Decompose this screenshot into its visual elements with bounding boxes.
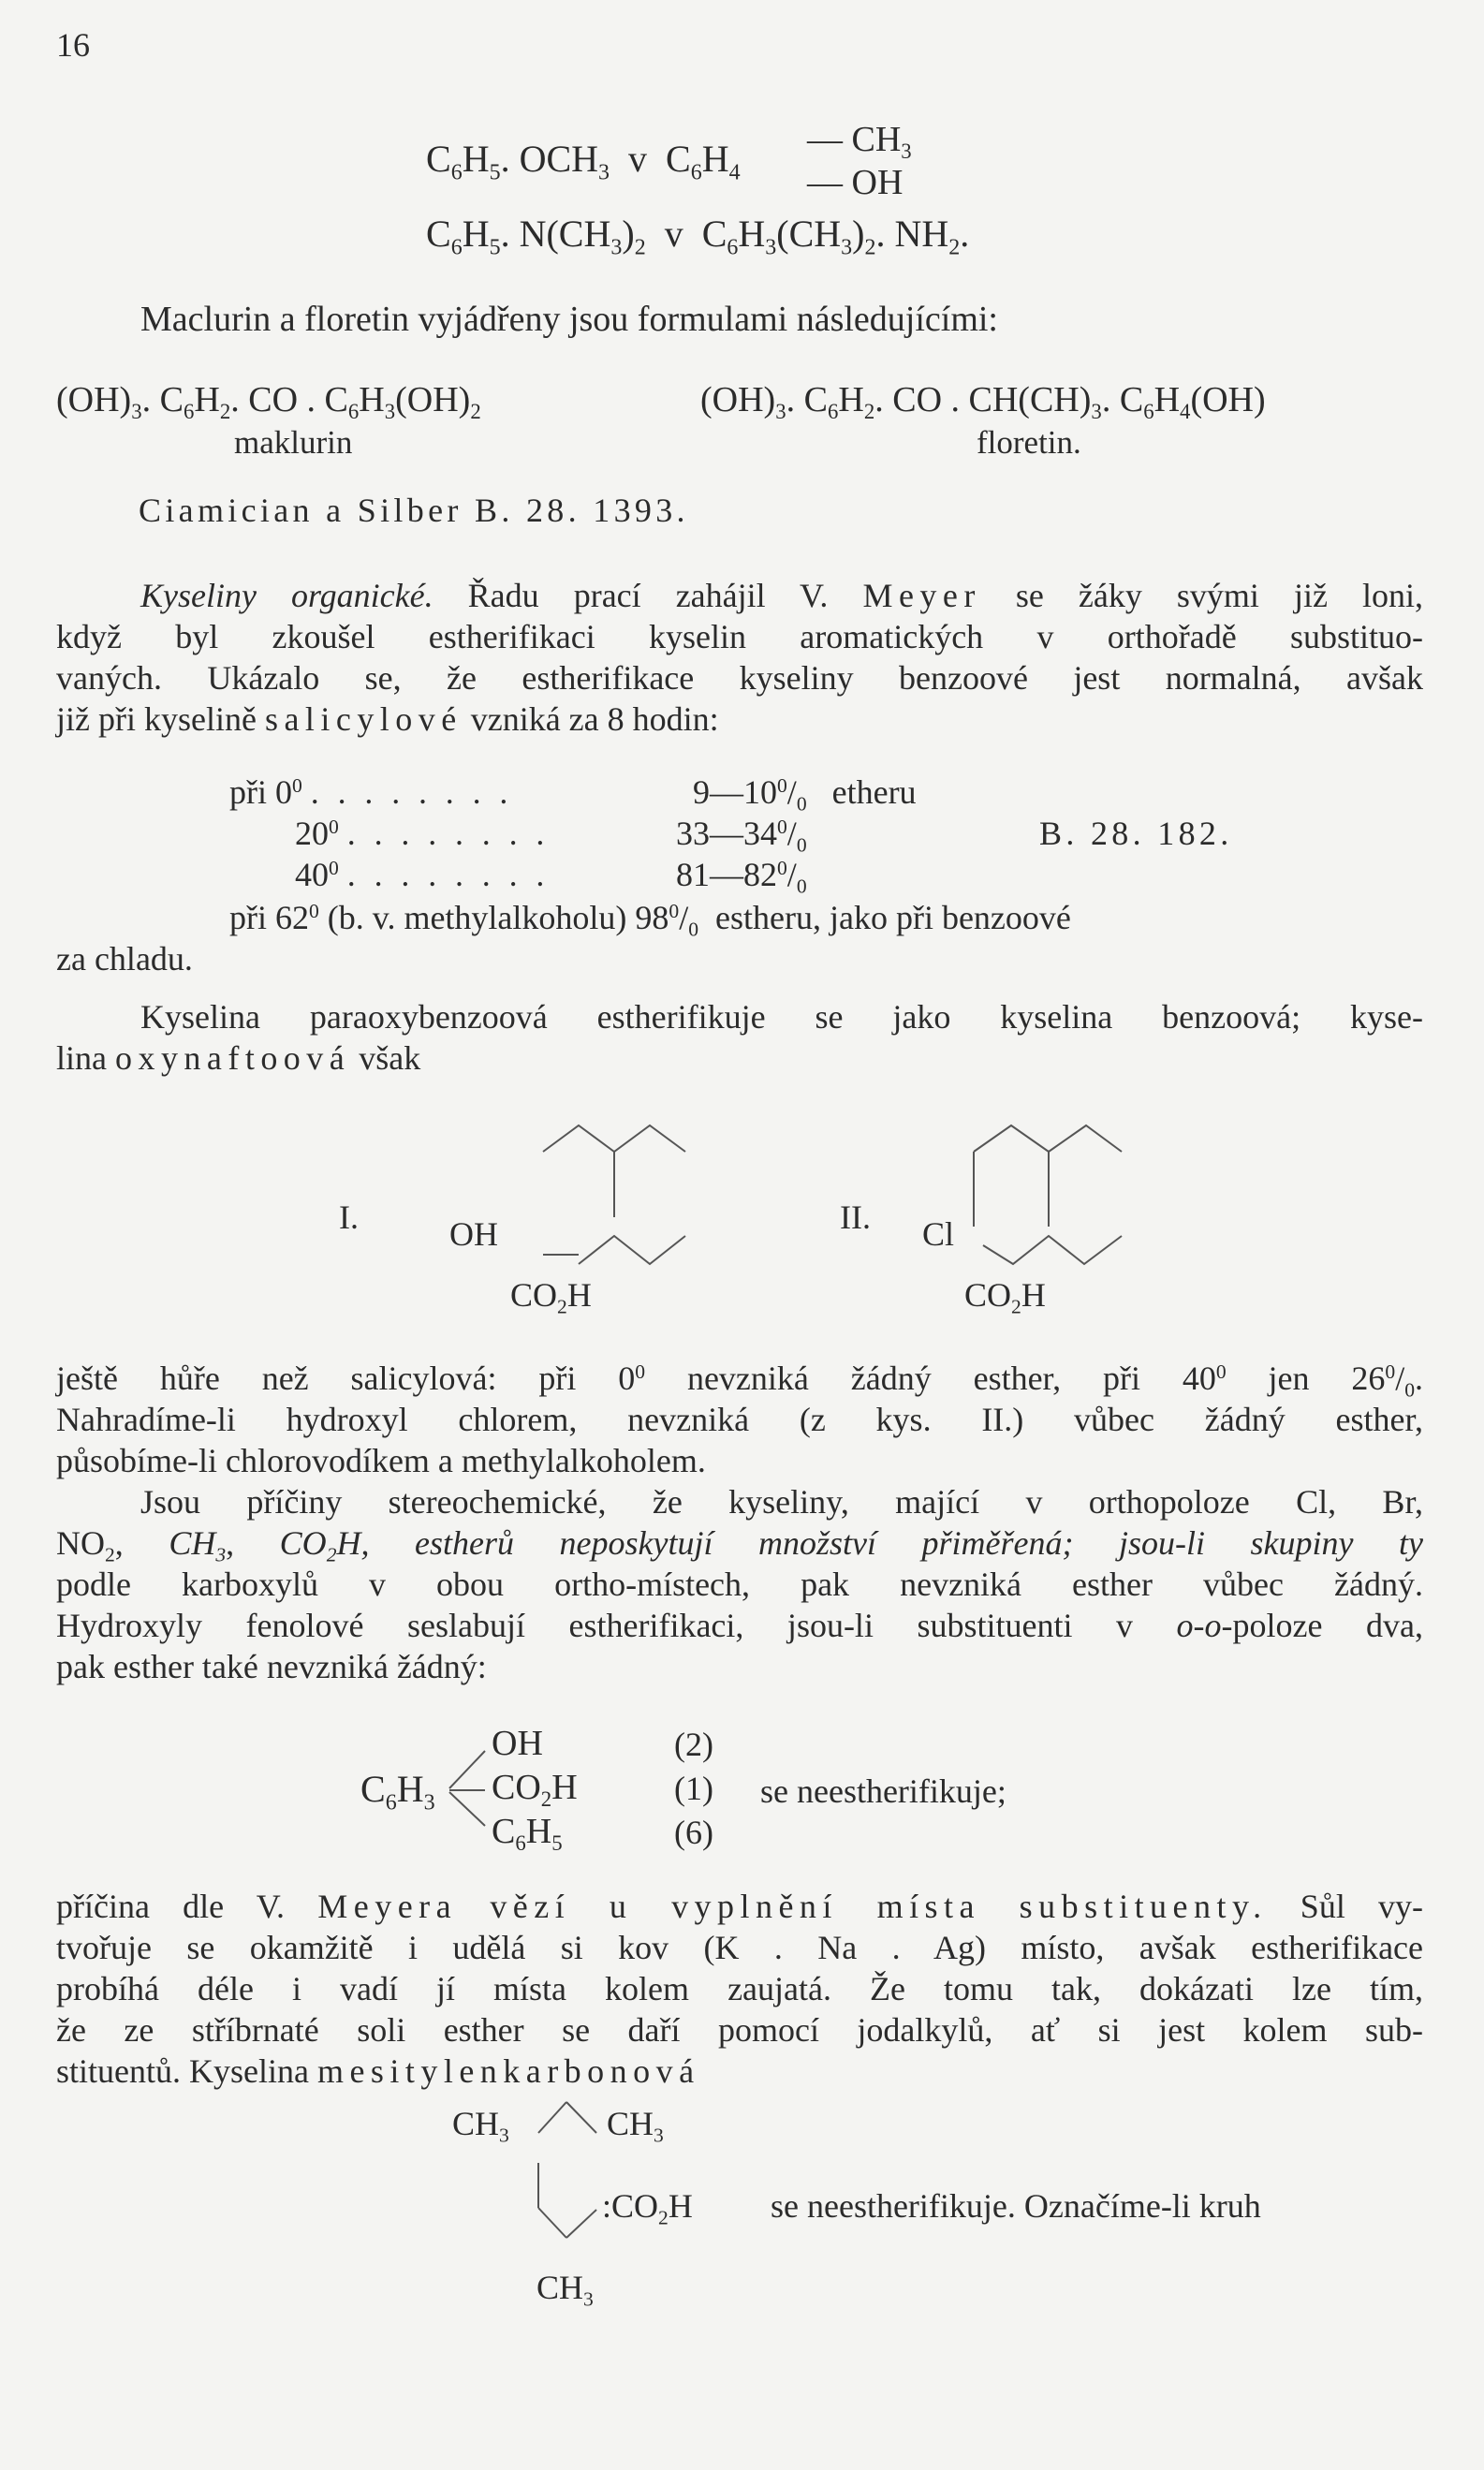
- mesitylene-carboxyl: $:CO_2H$: [602, 2187, 693, 2229]
- formula-sub: 2: [1011, 1295, 1021, 1318]
- formula-part: . N(CH: [500, 213, 611, 255]
- text-run: jen 26: [1268, 1360, 1386, 1397]
- formula-sub: 2: [219, 399, 231, 423]
- formula-part: C: [426, 138, 451, 180]
- paragraph-line: [56, 1886, 1423, 1927]
- formula-sub: 3: [384, 399, 396, 423]
- mesitylene-ring: [529, 2097, 613, 2257]
- formula-sub: 3: [598, 160, 610, 185]
- formula-sub: 3: [131, 399, 142, 423]
- paragraph-line: [56, 575, 1423, 616]
- text-run: ,: [114, 1524, 124, 1562]
- paragraph-line: [56, 2051, 1423, 2092]
- paragraph-line: Jsou příčiny stereochemické, že kyseliny, mající v orthopoloze Cl, Br,: [140, 1483, 1423, 1521]
- paragraph-line: Nahradíme-li hydroxyl chlorem, nevzniká (z kys. II.) vůbec žádný esther,: [56, 1401, 1423, 1438]
- formula-dimethylaniline-xylidine: [426, 213, 970, 260]
- formula-note: se neestherifikuje;: [760, 1772, 1006, 1810]
- page-number: 16: [56, 26, 90, 64]
- formula-sub: 3: [841, 235, 853, 260]
- formula-sub: 3: [423, 1790, 435, 1816]
- paragraph-line: když byl zkoušel estherifikaci kyselin aromatických v orthořadě substituo-: [56, 618, 1423, 655]
- formula-sub: 2: [948, 235, 961, 260]
- percent-mark: 0: [777, 857, 787, 880]
- text-run: stituentů. Kyselina: [56, 2052, 309, 2090]
- author-name: Meyer: [862, 577, 981, 614]
- compound-name: mesitylenkarbonová: [316, 2052, 700, 2090]
- table-value-2: $81—82^0/_0$: [676, 856, 807, 898]
- formula-sub: 6: [827, 399, 839, 423]
- paragraph-line: tvořuje se okamžitě i udělá si kov (K . Na . Ag) místo, avšak estherifikace: [56, 1929, 1423, 1966]
- formula-sub: 2: [864, 235, 876, 260]
- table-cell: 40: [295, 856, 329, 893]
- formula-part: — CH: [807, 120, 902, 159]
- formula-sub: 2: [863, 399, 875, 423]
- formula-sub: 6: [690, 160, 702, 185]
- formula-part: H: [1153, 380, 1181, 419]
- paragraph-line: [56, 1605, 1423, 1646]
- text-run: příčina dle V.: [56, 1888, 286, 1925]
- ring-top-edge: [543, 1125, 685, 1152]
- formula-sub: 4: [728, 160, 741, 185]
- degree-mark: 0: [329, 857, 339, 880]
- paragraph-line: ještě hůře než salicylová: při $0^0$ nevzniká žádný esther, při $40^0$ jen $26^0/_0$.: [56, 1360, 1424, 1402]
- ring-edge: [566, 2102, 596, 2133]
- degree-mark: 0: [1215, 1360, 1227, 1384]
- formula-part: H: [359, 380, 385, 419]
- formula-sub: 6: [347, 399, 360, 423]
- floretin-formula: [700, 380, 1266, 423]
- text-run: lina: [56, 1039, 107, 1077]
- table-cell: 81—82: [676, 856, 777, 893]
- percent-mark: 0: [777, 816, 787, 839]
- text-run: vězí u vyplnění místa substituenty.: [490, 1888, 1268, 1925]
- formula-part: ): [852, 213, 865, 255]
- formula-part: . OCH: [500, 138, 599, 180]
- formula-part: H: [194, 380, 220, 419]
- formula-sub: 6: [183, 399, 195, 423]
- paragraph-line: [56, 1522, 1423, 1564]
- formula-sub: 2: [658, 2206, 669, 2229]
- formula-part: H: [396, 1768, 424, 1810]
- formula-sub: 6: [450, 235, 463, 260]
- formula-part: CH: [536, 2269, 584, 2306]
- table-cell: 9—10: [693, 773, 777, 811]
- ring-bottom-edge: [983, 1236, 1122, 1264]
- floretin-label: floretin.: [977, 424, 1081, 461]
- leader-dots: . . . . . . . .: [346, 856, 550, 893]
- formula-part: . CO . CH(CH): [874, 380, 1092, 419]
- formula-part: CO: [964, 1276, 1012, 1314]
- formula-part: H: [551, 1768, 578, 1807]
- formula-part: H: [668, 2187, 693, 2225]
- formula-part: CO: [492, 1768, 541, 1807]
- paragraph-line: Kyselina paraoxybenzoová estherifikuje se jako kyselina benzoová; kyse-: [140, 998, 1423, 1036]
- formula-part: (CH: [776, 213, 842, 255]
- formula-part: . CO . C: [230, 380, 348, 419]
- formula-part: C: [360, 1768, 386, 1810]
- paragraph-line: působíme-li chlorovodíkem a methylalkoholem.: [56, 1442, 706, 1479]
- ring-bottom-edge: [579, 1236, 685, 1264]
- table-row-2: [295, 858, 550, 891]
- formula-sub: 3: [499, 2124, 509, 2147]
- maclurin-formula: [56, 380, 481, 423]
- table-row-4: za chladu.: [56, 940, 193, 978]
- degree-mark: 0: [635, 1360, 646, 1384]
- position-1: (1): [674, 1770, 713, 1807]
- paragraph-line: [56, 1037, 1423, 1079]
- formula-part: CH: [607, 2105, 654, 2142]
- structure-i-carboxyl: [510, 1276, 592, 1318]
- mesitylene-note: se neestherifikuje. Označíme-li kruh: [771, 2187, 1261, 2225]
- table-cell: etheru: [831, 773, 917, 811]
- formula-versus: v: [628, 138, 648, 180]
- paragraph-kyseliny: [56, 575, 1423, 740]
- formula-sub: 2: [326, 1543, 337, 1566]
- formula-sub: 5: [489, 160, 501, 185]
- paragraph-line: [56, 698, 1423, 740]
- formula-branch-lines: [448, 1742, 494, 1845]
- ring-edge: [566, 2210, 596, 2238]
- formula-part: H: [738, 213, 766, 255]
- text-run: o-o: [1176, 1607, 1222, 1644]
- table-row-0: [229, 775, 513, 809]
- formula-part: (OH): [1190, 380, 1266, 419]
- naphthalene-structure-ii: [974, 1114, 1161, 1283]
- table-value-0: $9—10^0/_0$ etheru: [693, 773, 917, 816]
- maclurin-intro: Maclurin a floretin vyjádřeny jsou formulami následujícími:: [140, 300, 998, 339]
- text-run: se žáky svými již loni,: [1015, 577, 1423, 614]
- branch-up: [449, 1751, 485, 1788]
- paragraph-line: podle karboxylů v obou ortho-místech, pak nevzniká esther vůbec žádný.: [56, 1566, 1423, 1603]
- formula-sub: 2: [105, 1543, 115, 1566]
- formula-sub: 3: [583, 2287, 594, 2311]
- formula-versus: v: [664, 213, 683, 255]
- text-run: vzniká za 8 hodin:: [470, 700, 719, 738]
- formula-part: . C: [786, 380, 828, 419]
- text-run: již při kyselině: [56, 700, 257, 738]
- percent-mark: 0: [1385, 1360, 1396, 1384]
- formula-part: C: [701, 213, 727, 255]
- formula-part: C: [426, 213, 451, 255]
- formula-sub: 3: [765, 235, 777, 260]
- formula-sub: 6: [515, 1830, 526, 1855]
- section-heading: Kyseliny organické.: [140, 577, 433, 614]
- text-run: H,: [336, 1524, 370, 1562]
- formula-part: CO: [510, 1276, 558, 1314]
- formula-branch-co2h: [492, 1768, 578, 1811]
- table-cell: estheru, jako při benzoové: [715, 899, 1071, 936]
- formula-part: (OH): [56, 380, 132, 419]
- formula-part: ): [622, 213, 635, 255]
- branch-down: [449, 1792, 485, 1826]
- structure-ii-label: II.: [840, 1198, 871, 1236]
- text-run: Sůl vy-: [1300, 1888, 1424, 1925]
- table-row-3: při $62^0$ (b. v. methylalkoholu) $98^0/_0$ estheru, jako při benzoové: [229, 899, 1071, 941]
- leader-dots: . . . . . . . .: [310, 773, 513, 811]
- structure-i-substituent: OH: [449, 1215, 498, 1253]
- structure-ii-substituent: Cl: [922, 1215, 955, 1253]
- formula-part: C: [492, 1812, 516, 1851]
- position-2: (2): [674, 1726, 713, 1763]
- text-run: Hydroxyly fenolové seslabují estherifikaci, jsou-li substituenti v: [56, 1607, 1134, 1644]
- formula-part: H: [525, 1812, 552, 1851]
- naphthalene-structure-i: [506, 1114, 693, 1283]
- formula-sub: 2: [634, 235, 646, 260]
- text-run: estherů neposkytují množství přiměřená;: [415, 1524, 1074, 1562]
- percent-mark: 0: [777, 774, 787, 798]
- formula-substituted-benzoic-core: [360, 1768, 435, 1816]
- formula-anisole-cresol: [426, 138, 741, 185]
- formula-part: H: [838, 380, 864, 419]
- formula-part: (OH): [700, 380, 776, 419]
- text-run: Řadu prací zahájil V.: [467, 577, 829, 614]
- percent-mark: 0: [669, 900, 680, 923]
- table-cell: při 62: [229, 899, 309, 936]
- formula-sub: 3: [215, 1543, 227, 1566]
- formula-part: H: [462, 213, 490, 255]
- formula-sub: 2: [470, 399, 481, 423]
- formula-sub: 3: [901, 139, 912, 163]
- ring-top-edge: [974, 1125, 1122, 1152]
- formula-part: .: [960, 213, 970, 255]
- formula-sub: 4: [1180, 399, 1191, 423]
- table-cell: 33—34: [676, 815, 777, 852]
- formula-sub: 2: [557, 1295, 567, 1318]
- formula-sub: 6: [450, 160, 463, 185]
- citation-ciamician: Ciamician a Silber B. 28. 1393.: [139, 492, 689, 529]
- formula-part: H: [1021, 1276, 1046, 1314]
- table-row-1: [295, 816, 550, 850]
- text-run: však: [359, 1039, 421, 1077]
- leader-dots: . . . . . . . .: [346, 815, 550, 852]
- formula-part: (OH): [395, 380, 471, 419]
- degree-mark: 0: [329, 816, 339, 839]
- paragraph-line: pak esther také nevzniká žádný:: [56, 1648, 487, 1685]
- formula-ch3-branch: [807, 120, 912, 163]
- formula-part: . NH: [875, 213, 949, 255]
- compound-name: salicylové: [264, 700, 463, 738]
- formula-sub: 5: [489, 235, 501, 260]
- formula-part: C: [666, 138, 691, 180]
- structure-i-label: I.: [339, 1198, 359, 1236]
- mesitylene-methyl-bottom: [536, 2269, 594, 2311]
- paragraph-line: vaných. Ukázalo se, že estherifikace kyseliny benzoové jest normalná, avšak: [56, 659, 1423, 697]
- formula-sub: 5: [551, 1830, 563, 1855]
- formula-sub: 2: [540, 1786, 552, 1811]
- formula-part: CH: [452, 2105, 500, 2142]
- paragraph-meyer: [56, 1886, 1423, 2092]
- table-cell: 20: [295, 815, 329, 852]
- maclurin-label: maklurin: [234, 424, 353, 461]
- formula-oh-branch: — OH: [807, 163, 904, 202]
- paragraph-stereochemistry: [56, 1358, 1423, 1687]
- mesitylene-methyl-right: [607, 2105, 664, 2147]
- formula-sub: 3: [654, 2124, 664, 2147]
- degree-mark: 0: [292, 774, 302, 798]
- formula-sub: 6: [1143, 399, 1154, 423]
- table-reference: B. 28. 182.: [1039, 815, 1233, 852]
- table-cell: při 0: [229, 773, 292, 811]
- formula-part: CO: [611, 2187, 659, 2225]
- formula-sub: 3: [610, 235, 623, 260]
- formula-sub: 3: [775, 399, 786, 423]
- author-name: Meyera: [317, 1888, 458, 1925]
- text-run: ,: [226, 1524, 235, 1562]
- text-run: NO: [56, 1524, 105, 1562]
- formula-sub: 3: [1091, 399, 1102, 423]
- table-value-1: $33—34^0/_0$: [676, 815, 807, 857]
- position-6: (6): [674, 1814, 713, 1851]
- text-run: -poloze dva,: [1221, 1607, 1423, 1644]
- paragraph-line: že ze stříbrnaté soli esther se daří pomocí jodalkylů, ať si jest kolem sub-: [56, 2011, 1423, 2049]
- table-cell: (b. v. methylalkoholu) 98: [327, 899, 669, 936]
- formula-part: . C: [1101, 380, 1144, 419]
- text-run: ještě hůře než salicylová: při 0: [56, 1360, 636, 1397]
- formula-branch-oh: OH: [492, 1724, 543, 1763]
- mesitylene-methyl-left: [452, 2105, 509, 2147]
- text-run: .: [1415, 1360, 1424, 1397]
- formula-sub: 6: [727, 235, 739, 260]
- paragraph-paraoxy: [56, 996, 1423, 1079]
- text-run: CO: [279, 1524, 327, 1562]
- formula-part: H: [566, 1276, 592, 1314]
- formula-branch-phenyl: [492, 1812, 563, 1855]
- text-run: nevzniká žádný esther, při 40: [686, 1360, 1216, 1397]
- compound-name: oxynaftoová: [114, 1039, 351, 1077]
- formula-part: . C: [141, 380, 184, 419]
- formula-sub: 6: [385, 1790, 397, 1816]
- degree-mark: 0: [309, 900, 319, 923]
- structure-ii-carboxyl: [964, 1276, 1046, 1318]
- formula-part: H: [462, 138, 490, 180]
- ring-edge: [538, 2102, 566, 2133]
- text-run: jsou-li skupiny ty: [1119, 1524, 1424, 1562]
- text-run: CH: [169, 1524, 216, 1562]
- paragraph-line: probíhá déle i vadí jí místa kolem zaujatá. Že tomu tak, dokázati lze tím,: [56, 1970, 1423, 2007]
- formula-part: H: [701, 138, 729, 180]
- ring-edge: [538, 2208, 566, 2238]
